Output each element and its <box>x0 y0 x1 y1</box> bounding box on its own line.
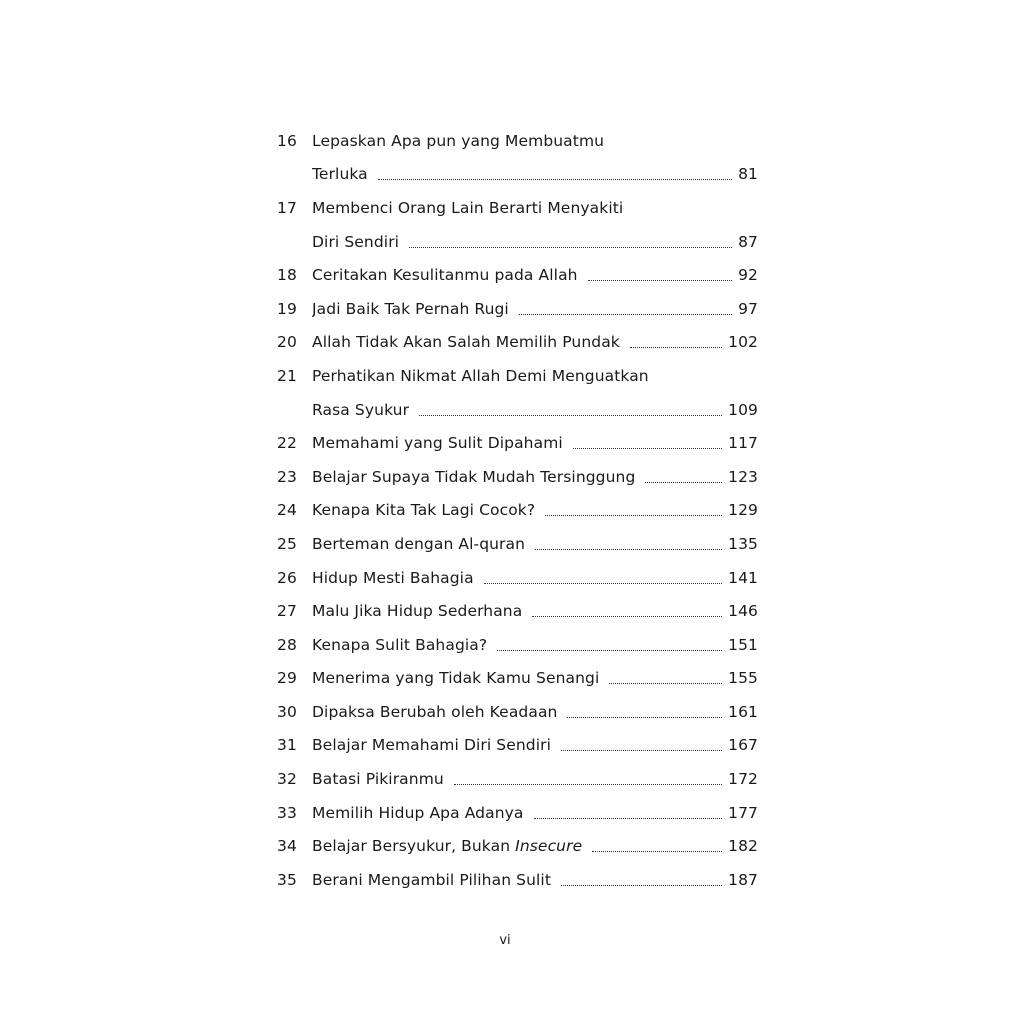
page-reference: 102 <box>728 333 758 352</box>
toc-line <box>277 662 758 696</box>
chapter-title: Belajar Memahami Diri Sendiri <box>312 736 552 755</box>
dot-leader <box>561 884 722 886</box>
dot-leader <box>532 615 722 617</box>
dot-leader <box>630 346 722 348</box>
toc-line <box>277 359 758 393</box>
chapter-title: Jadi Baik Tak Pernah Rugi <box>312 299 509 318</box>
chapter-number: 23 <box>277 467 297 486</box>
toc-line <box>277 628 758 662</box>
toc-line <box>277 594 758 628</box>
toc-line <box>277 326 758 360</box>
dot-leader <box>378 178 732 180</box>
page-reference: 135 <box>728 534 758 553</box>
dot-leader <box>573 447 722 449</box>
toc-line <box>277 796 758 830</box>
dot-leader <box>588 279 732 281</box>
toc-entry <box>277 460 758 494</box>
dot-leader <box>497 649 722 651</box>
toc-entry <box>277 527 758 561</box>
chapter-title: Belajar Supaya Tidak Mudah Tersinggung <box>312 467 636 486</box>
chapter-number: 28 <box>277 635 297 654</box>
toc-line <box>277 225 758 259</box>
toc-entry <box>277 762 758 796</box>
chapter-number: 33 <box>277 803 297 822</box>
chapter-number: 17 <box>277 198 297 217</box>
chapter-title: Ceritakan Kesulitanmu pada Allah <box>312 266 578 285</box>
page-reference: 129 <box>728 501 758 520</box>
toc-entry <box>277 426 758 460</box>
toc-entry <box>277 796 758 830</box>
page-reference: 141 <box>728 568 758 587</box>
chapter-title: Berani Mengambil Pilihan Sulit <box>312 870 551 889</box>
chapter-number: 34 <box>277 837 297 856</box>
page-reference: 87 <box>738 232 758 251</box>
chapter-title: Perhatikan Nikmat Allah Demi Menguatkan <box>312 366 649 385</box>
toc-entry <box>277 863 758 897</box>
page-reference: 182 <box>728 837 758 856</box>
chapter-title: Menerima yang Tidak Kamu Senangi <box>312 669 600 688</box>
chapter-number: 22 <box>277 434 297 453</box>
chapter-number: 26 <box>277 568 297 587</box>
toc-line <box>277 561 758 595</box>
chapter-number: 35 <box>277 870 297 889</box>
dot-leader <box>484 582 722 584</box>
chapter-number: 24 <box>277 501 297 520</box>
toc-line <box>277 762 758 796</box>
chapter-title: Allah Tidak Akan Salah Memilih Pundak <box>312 333 620 352</box>
toc-line <box>277 191 758 225</box>
page-number-footer: vi <box>499 933 511 948</box>
page-reference: 81 <box>738 165 758 184</box>
chapter-number: 20 <box>277 333 297 352</box>
page-reference: 167 <box>728 736 758 755</box>
toc-line <box>277 829 758 863</box>
chapter-number: 16 <box>277 131 297 150</box>
chapter-title: Kenapa Kita Tak Lagi Cocok? <box>312 501 536 520</box>
toc-line <box>277 527 758 561</box>
toc-entry <box>277 494 758 528</box>
dot-leader <box>567 716 722 718</box>
toc-entry <box>277 191 758 258</box>
dot-leader <box>534 817 723 819</box>
dot-leader <box>419 414 722 416</box>
chapter-title: Memahami yang Sulit Dipahami <box>312 434 563 453</box>
page-reference: 151 <box>728 635 758 654</box>
toc-line <box>277 863 758 897</box>
toc-entry <box>277 561 758 595</box>
toc-entry <box>277 359 758 426</box>
toc-line <box>277 426 758 460</box>
chapter-title: Membenci Orang Lain Berarti Menyakiti <box>312 198 624 217</box>
toc-line <box>277 460 758 494</box>
page-reference: 177 <box>728 803 758 822</box>
page-reference: 97 <box>738 299 758 318</box>
chapter-title: Terluka <box>312 165 368 184</box>
chapter-title: Batasi Pikiranmu <box>312 770 444 789</box>
chapter-number: 27 <box>277 602 297 621</box>
chapter-title: Rasa Syukur <box>312 400 410 419</box>
toc-entry <box>277 729 758 763</box>
table-of-contents <box>277 124 758 897</box>
dot-leader <box>454 783 722 785</box>
chapter-number: 31 <box>277 736 297 755</box>
dot-leader <box>535 548 722 550</box>
toc-entry <box>277 258 758 292</box>
chapter-title: Berteman dengan Al-quran <box>312 534 526 553</box>
page-reference: 92 <box>738 266 758 285</box>
toc-entry <box>277 829 758 863</box>
dot-leader <box>545 514 722 516</box>
chapter-number: 30 <box>277 702 297 721</box>
dot-leader <box>519 313 732 315</box>
page-reference: 187 <box>728 870 758 889</box>
toc-entry <box>277 292 758 326</box>
toc-line <box>277 494 758 528</box>
chapter-title: Belajar Bersyukur, Bukan Insecure <box>312 837 583 856</box>
page-reference: 109 <box>728 400 758 419</box>
chapter-title: Dipaksa Berubah oleh Keadaan <box>312 702 558 721</box>
toc-line <box>277 729 758 763</box>
toc-entry <box>277 326 758 360</box>
page-reference: 155 <box>728 669 758 688</box>
chapter-number: 21 <box>277 366 297 385</box>
dot-leader <box>561 749 722 751</box>
chapter-title: Malu Jika Hidup Sederhana <box>312 602 523 621</box>
dot-leader <box>609 682 722 684</box>
toc-line <box>277 292 758 326</box>
toc-entry <box>277 124 758 191</box>
page-reference: 172 <box>728 770 758 789</box>
chapter-title: Diri Sendiri <box>312 232 400 251</box>
toc-line <box>277 393 758 427</box>
toc-entry <box>277 628 758 662</box>
chapter-title: Kenapa Sulit Bahagia? <box>312 635 488 654</box>
chapter-number: 29 <box>277 669 297 688</box>
toc-line <box>277 258 758 292</box>
toc-line <box>277 158 758 192</box>
chapter-number: 25 <box>277 534 297 553</box>
toc-entry <box>277 594 758 628</box>
dot-leader <box>645 481 722 483</box>
page-reference: 161 <box>728 702 758 721</box>
toc-entry <box>277 662 758 696</box>
chapter-number: 32 <box>277 770 297 789</box>
chapter-title: Memilih Hidup Apa Adanya <box>312 803 524 822</box>
page-reference: 123 <box>728 467 758 486</box>
page-reference: 117 <box>728 434 758 453</box>
toc-line <box>277 695 758 729</box>
page-reference: 146 <box>728 602 758 621</box>
chapter-title: Lepaskan Apa pun yang Membuatmu <box>312 131 605 150</box>
chapter-number: 19 <box>277 299 297 318</box>
dot-leader <box>409 246 732 248</box>
toc-line <box>277 124 758 158</box>
chapter-title: Hidup Mesti Bahagia <box>312 568 474 587</box>
chapter-number: 18 <box>277 266 297 285</box>
dot-leader <box>592 850 722 852</box>
toc-entry <box>277 695 758 729</box>
